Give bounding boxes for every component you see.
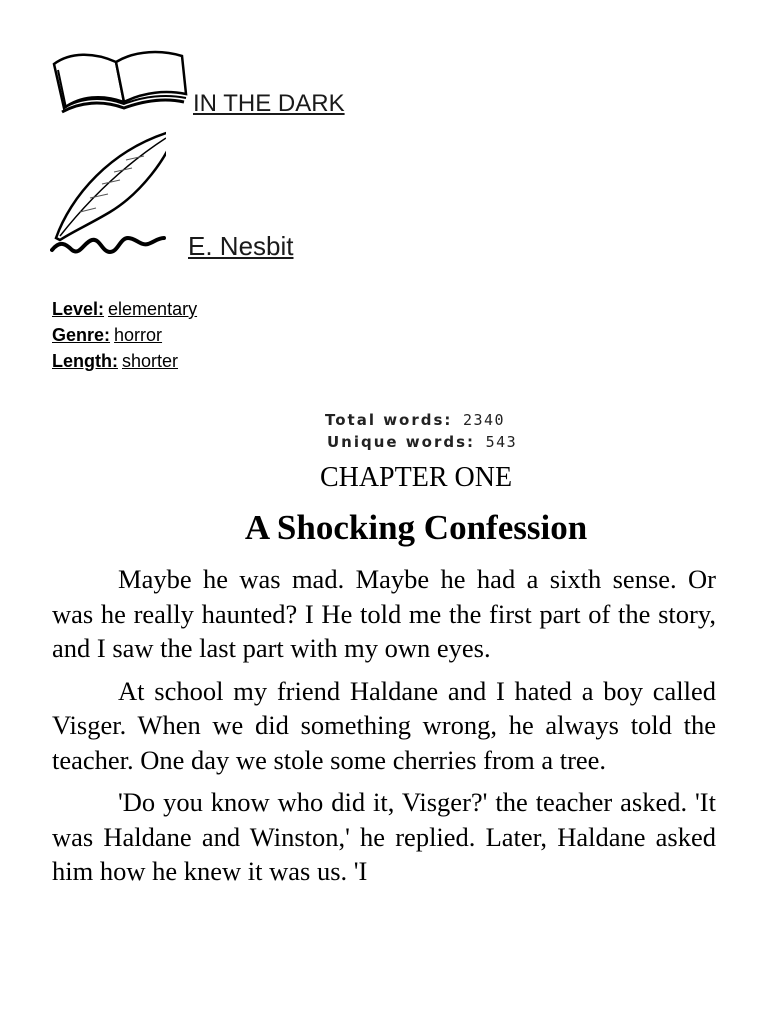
book-title[interactable]: IN THE DARK [193,90,345,117]
meta-genre-link[interactable]: horror [114,325,163,345]
meta-level-link[interactable]: elementary [108,299,198,319]
story-paragraph: 'Do you know who did it, Visger?' the teacher asked. 'It was Haldane and Winston,' he replied. Later, Haldane asked him how he knew it was us. 'I [52,787,716,886]
story-paragraph: Maybe he was mad. Maybe he had a sixth sense. Or was he really haunted? I He told me the first part of the story, and I saw the last part with my own eyes. [52,564,716,663]
unique-words-stat [327,433,517,451]
meta-length-link[interactable]: shorter [121,351,179,371]
stat-value: 2340 [462,411,506,429]
author-name[interactable]: E. Nesbit [188,231,294,261]
meta-genre [52,322,162,348]
total-words-stat [325,411,505,429]
chapter-title: A Shocking Confession [244,508,588,547]
meta-label: Level: [52,299,105,319]
story-text [52,562,716,897]
open-book-icon [50,46,188,116]
stat-label: Unique words: [327,433,476,451]
story-paragraph: At school my friend Haldane and I hated a boy called Visger. When we did something wrong, he always told the teacher. One day we stole some cherries from a tree. [52,675,716,775]
meta-label: Genre: [52,325,111,345]
meta-level [52,296,197,322]
stat-value: 543 [485,433,518,451]
meta-length [52,348,178,374]
meta-label: Length: [52,351,118,371]
quill-pen-icon [50,128,166,260]
stat-label: Total words: [325,411,453,429]
chapter-label: CHAPTER ONE [319,462,513,493]
